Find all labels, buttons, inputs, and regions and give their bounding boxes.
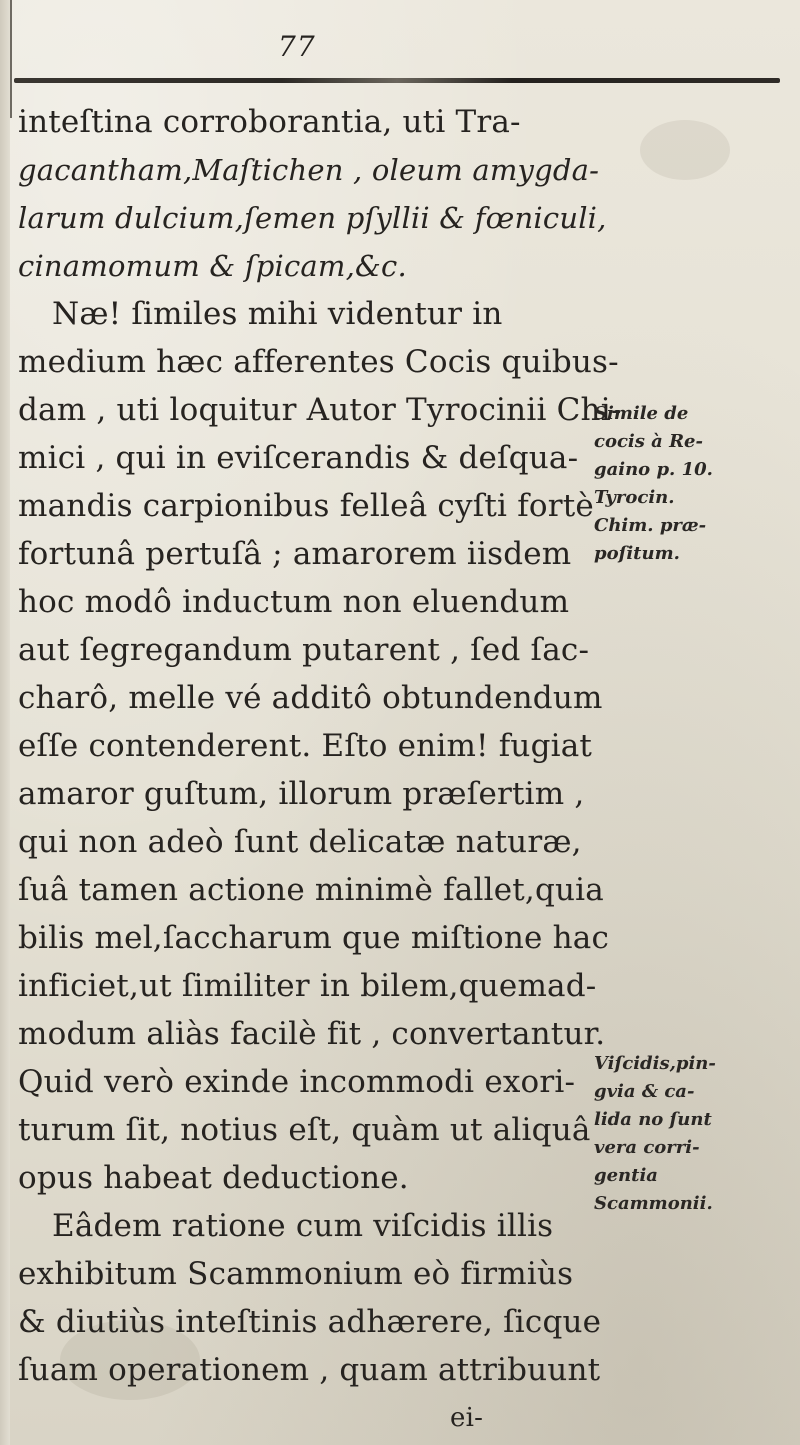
text-line: Quid verò exinde incommodi exori- xyxy=(18,1064,576,1100)
text-line: charô, melle vé additô obtundendum xyxy=(18,680,603,716)
text-line: eſſe contenderent. Eſto enim! fugiat xyxy=(18,728,593,764)
gutter-line xyxy=(10,0,12,118)
margin-note-line: poſitum. xyxy=(594,543,680,564)
text-line: bilis mel,ſaccharum que miſtione hac xyxy=(18,920,610,956)
margin-note-line: cocis à Re- xyxy=(594,431,703,452)
page-number: 77 xyxy=(278,30,316,63)
margin-note-line: Tyrocin. xyxy=(594,487,675,508)
margin-note-line: lida no ſunt xyxy=(594,1109,712,1130)
margin-note-line: vera corri- xyxy=(594,1137,700,1158)
margin-note xyxy=(594,400,713,568)
margin-note-line: gvia & ca- xyxy=(594,1081,695,1102)
text-line: mici , qui in eviſcerandis & deſqua- xyxy=(18,440,579,476)
margin-note-line: Simile de xyxy=(594,403,689,424)
margin-note-line: Viſcidis,pin- xyxy=(594,1053,716,1074)
header-rule xyxy=(14,78,780,83)
margin-note-line: gaino p. 10. xyxy=(594,459,713,480)
text-line: dam , uti loquitur Autor Tyrocinii Chi- xyxy=(18,392,622,428)
margin-note-line: Scammonii. xyxy=(594,1193,713,1214)
body-text xyxy=(18,98,622,1442)
text-line: cinamomum & ſpicam,&c. xyxy=(18,249,407,283)
text-line: amaror guſtum, illorum præſertim , xyxy=(18,776,585,812)
text-line: gacantham,Maſtichen , oleum amygda- xyxy=(18,153,600,187)
text-line: qui non adeò ſunt delicatæ naturæ, xyxy=(18,824,582,860)
text-line: inteſtina corroborantia, uti Tra- xyxy=(18,104,521,140)
text-line: medium hæc afferentes Cocis quibus- xyxy=(18,344,619,380)
text-line: Eâdem ratione cum viſcidis illis xyxy=(52,1208,554,1244)
margin-note xyxy=(594,1050,716,1218)
text-line: ſuam operationem , quam attribuunt xyxy=(18,1352,601,1388)
page-gutter xyxy=(0,0,10,1445)
text-line: larum dulcium,ſemen pſyllii & fœniculi, xyxy=(18,201,607,235)
text-line: & diutiùs inteſtinis adhærere, ſicque xyxy=(18,1304,602,1340)
text-line: ſuâ tamen actione minimè fallet,quia xyxy=(18,872,604,908)
paper-stain xyxy=(640,120,730,180)
margin-note-line: gentia xyxy=(594,1165,658,1186)
text-line: hoc modô inductum non eluendum xyxy=(18,584,570,620)
text-line: aut ſegregandum putarent , ſed ſac- xyxy=(18,632,590,668)
text-line: modum aliàs facilè fit , convertantur. xyxy=(18,1016,606,1052)
margin-note-line: Chim. præ- xyxy=(594,515,707,536)
text-line: mandis carpionibus felleâ cyſti fortè xyxy=(18,488,594,524)
text-line: opus habeat deductione. xyxy=(18,1160,409,1196)
text-line: Næ! ſimiles mihi videntur in xyxy=(52,296,503,332)
text-line: turum ſit, notius eſt, quàm ut aliquâ xyxy=(18,1112,591,1148)
catchword: ei- xyxy=(450,1403,484,1433)
text-line: exhibitum Scammonium eò firmiùs xyxy=(18,1256,574,1292)
text-line: fortunâ pertuſâ ; amarorem iisdem xyxy=(18,536,572,572)
text-line: inficiet,ut ſimiliter in bilem,quemad- xyxy=(18,968,597,1004)
